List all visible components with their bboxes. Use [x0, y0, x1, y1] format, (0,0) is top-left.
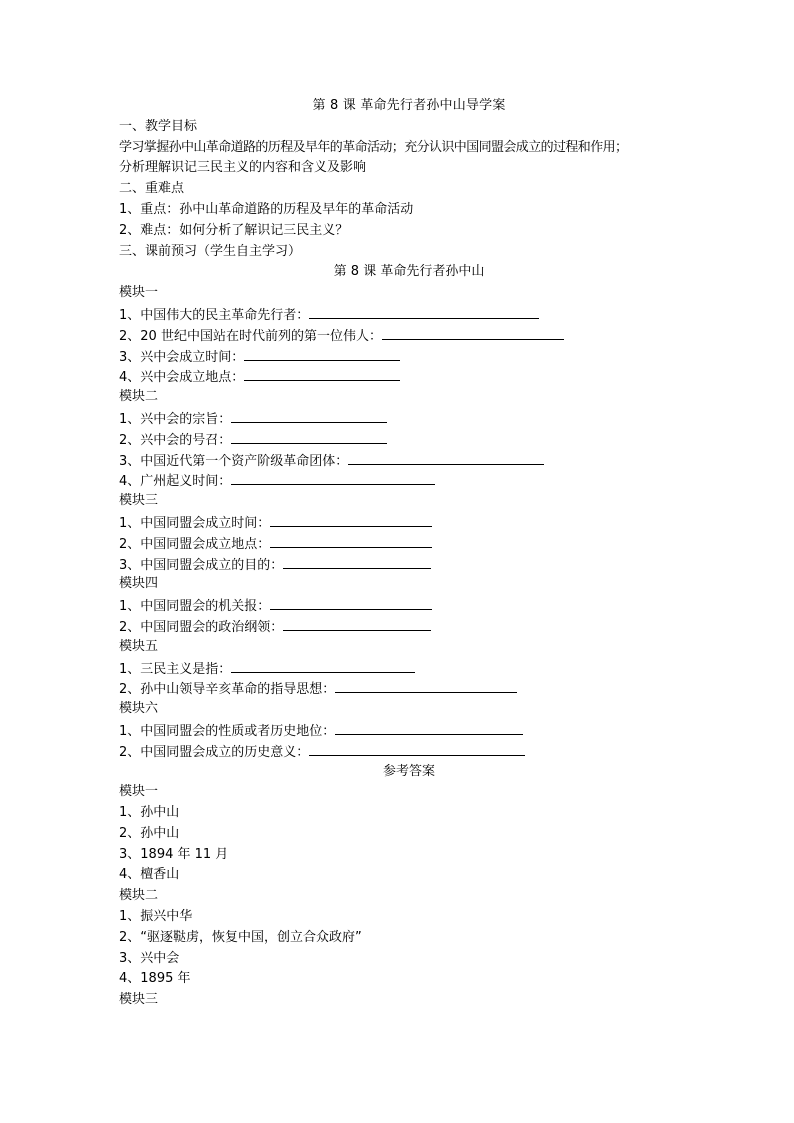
question-text: 2、中国同盟会的政治纲领：	[119, 619, 284, 635]
answer-item: 4、1895 年	[119, 971, 191, 987]
answer-blank[interactable]	[270, 512, 432, 527]
answer-blank[interactable]	[309, 741, 525, 756]
question-line	[119, 408, 699, 429]
answer-item: 2、“驱逐鞑虏，恢复中国，创立合众政府”	[119, 929, 362, 945]
objectives-text-line1: 学习掌握孙中山革命道路的历程及早年的革命活动；充分认识中国同盟会成立的过程和作用；	[119, 139, 628, 155]
module-heading: 模块六	[119, 701, 159, 717]
question-line	[119, 720, 699, 741]
question-text: 2、中国同盟会成立地点：	[119, 536, 271, 552]
question-line	[119, 450, 699, 471]
answer-blank[interactable]	[309, 304, 539, 319]
question-text: 1、中国同盟会成立时间：	[119, 515, 271, 531]
document-title: 第 8 课 革命先行者孙中山导学案	[312, 98, 506, 113]
question-line	[119, 366, 699, 387]
section-heading-objectives: 一、教学目标	[119, 118, 198, 134]
question-text: 4、广州起义时间：	[119, 474, 232, 490]
key-point-item: 1、重点：孙中山革命道路的历程及早年的革命活动	[119, 201, 414, 217]
answer-blank[interactable]	[283, 554, 431, 569]
answer-item: 3、1894 年 11 月	[119, 846, 229, 862]
answer-blank[interactable]	[283, 616, 431, 631]
question-line	[119, 470, 699, 491]
document-page	[119, 96, 699, 1011]
module-heading: 模块三	[119, 493, 159, 509]
question-line	[119, 658, 699, 679]
module-heading: 模块四	[119, 576, 159, 592]
answer-item: 4、檀香山	[119, 867, 180, 883]
answer-item: 2、孙中山	[119, 825, 180, 841]
question-line	[119, 741, 699, 762]
objectives-text-line2: 分析理解识记三民主义的内容和含义及影响	[119, 160, 367, 176]
question-text: 1、中国同盟会的机关报：	[119, 599, 271, 615]
section-heading-preview: 三、课前预习（学生自主学习）	[119, 243, 302, 259]
answers-title: 参考答案	[382, 763, 435, 779]
question-line	[119, 554, 699, 575]
answer-blank[interactable]	[231, 470, 435, 485]
module-heading: 模块一	[119, 285, 159, 301]
question-text: 1、兴中会的宗旨：	[119, 411, 232, 427]
answer-blank[interactable]	[335, 720, 523, 735]
answer-module-heading: 模块三	[119, 992, 159, 1008]
question-text: 1、三民主义是指：	[119, 661, 232, 677]
question-text: 3、中国近代第一个资产阶级革命团体：	[119, 453, 349, 469]
question-line	[119, 595, 699, 616]
module-heading: 模块五	[119, 638, 159, 654]
lesson-subtitle: 第 8 课 革命先行者孙中山	[333, 264, 485, 280]
question-line	[119, 429, 699, 450]
answer-blank[interactable]	[270, 595, 432, 610]
question-text: 4、兴中会成立地点：	[119, 370, 245, 386]
question-text: 2、20 世纪中国站在时代前列的第一位伟人：	[119, 328, 382, 344]
question-text: 3、兴中会成立时间：	[119, 349, 245, 365]
question-line	[119, 325, 699, 346]
answer-blank[interactable]	[231, 658, 415, 673]
answer-item: 1、孙中山	[119, 805, 180, 821]
answer-blank[interactable]	[382, 325, 564, 340]
answer-blank[interactable]	[270, 533, 432, 548]
answer-blank[interactable]	[348, 450, 544, 465]
question-line	[119, 616, 699, 637]
question-text: 3、中国同盟会成立的目的：	[119, 557, 284, 573]
answer-blank[interactable]	[244, 346, 400, 361]
question-line	[119, 512, 699, 533]
question-text: 1、中国伟大的民主革命先行者：	[119, 307, 310, 323]
section-heading-key-points: 二、重难点	[119, 181, 185, 197]
answer-item: 1、振兴中华	[119, 909, 193, 925]
answer-blank[interactable]	[231, 408, 387, 423]
question-text: 2、中国同盟会成立的历史意义：	[119, 744, 310, 760]
answer-module-heading: 模块二	[119, 888, 159, 904]
answer-module-heading: 模块一	[119, 784, 159, 800]
question-line	[119, 678, 699, 699]
difficult-point-item: 2、难点：如何分析了解识记三民主义？	[119, 222, 349, 238]
answer-item: 3、兴中会	[119, 950, 180, 966]
question-text: 2、兴中会的号召：	[119, 432, 232, 448]
answer-blank[interactable]	[335, 678, 517, 693]
question-text: 1、中国同盟会的性质或者历史地位：	[119, 723, 336, 739]
module-heading: 模块二	[119, 389, 159, 405]
question-text: 2、孙中山领导辛亥革命的指导思想：	[119, 682, 336, 698]
question-line	[119, 304, 699, 325]
question-line	[119, 346, 699, 367]
answer-blank[interactable]	[244, 366, 400, 381]
answer-blank[interactable]	[231, 429, 387, 444]
question-line	[119, 533, 699, 554]
